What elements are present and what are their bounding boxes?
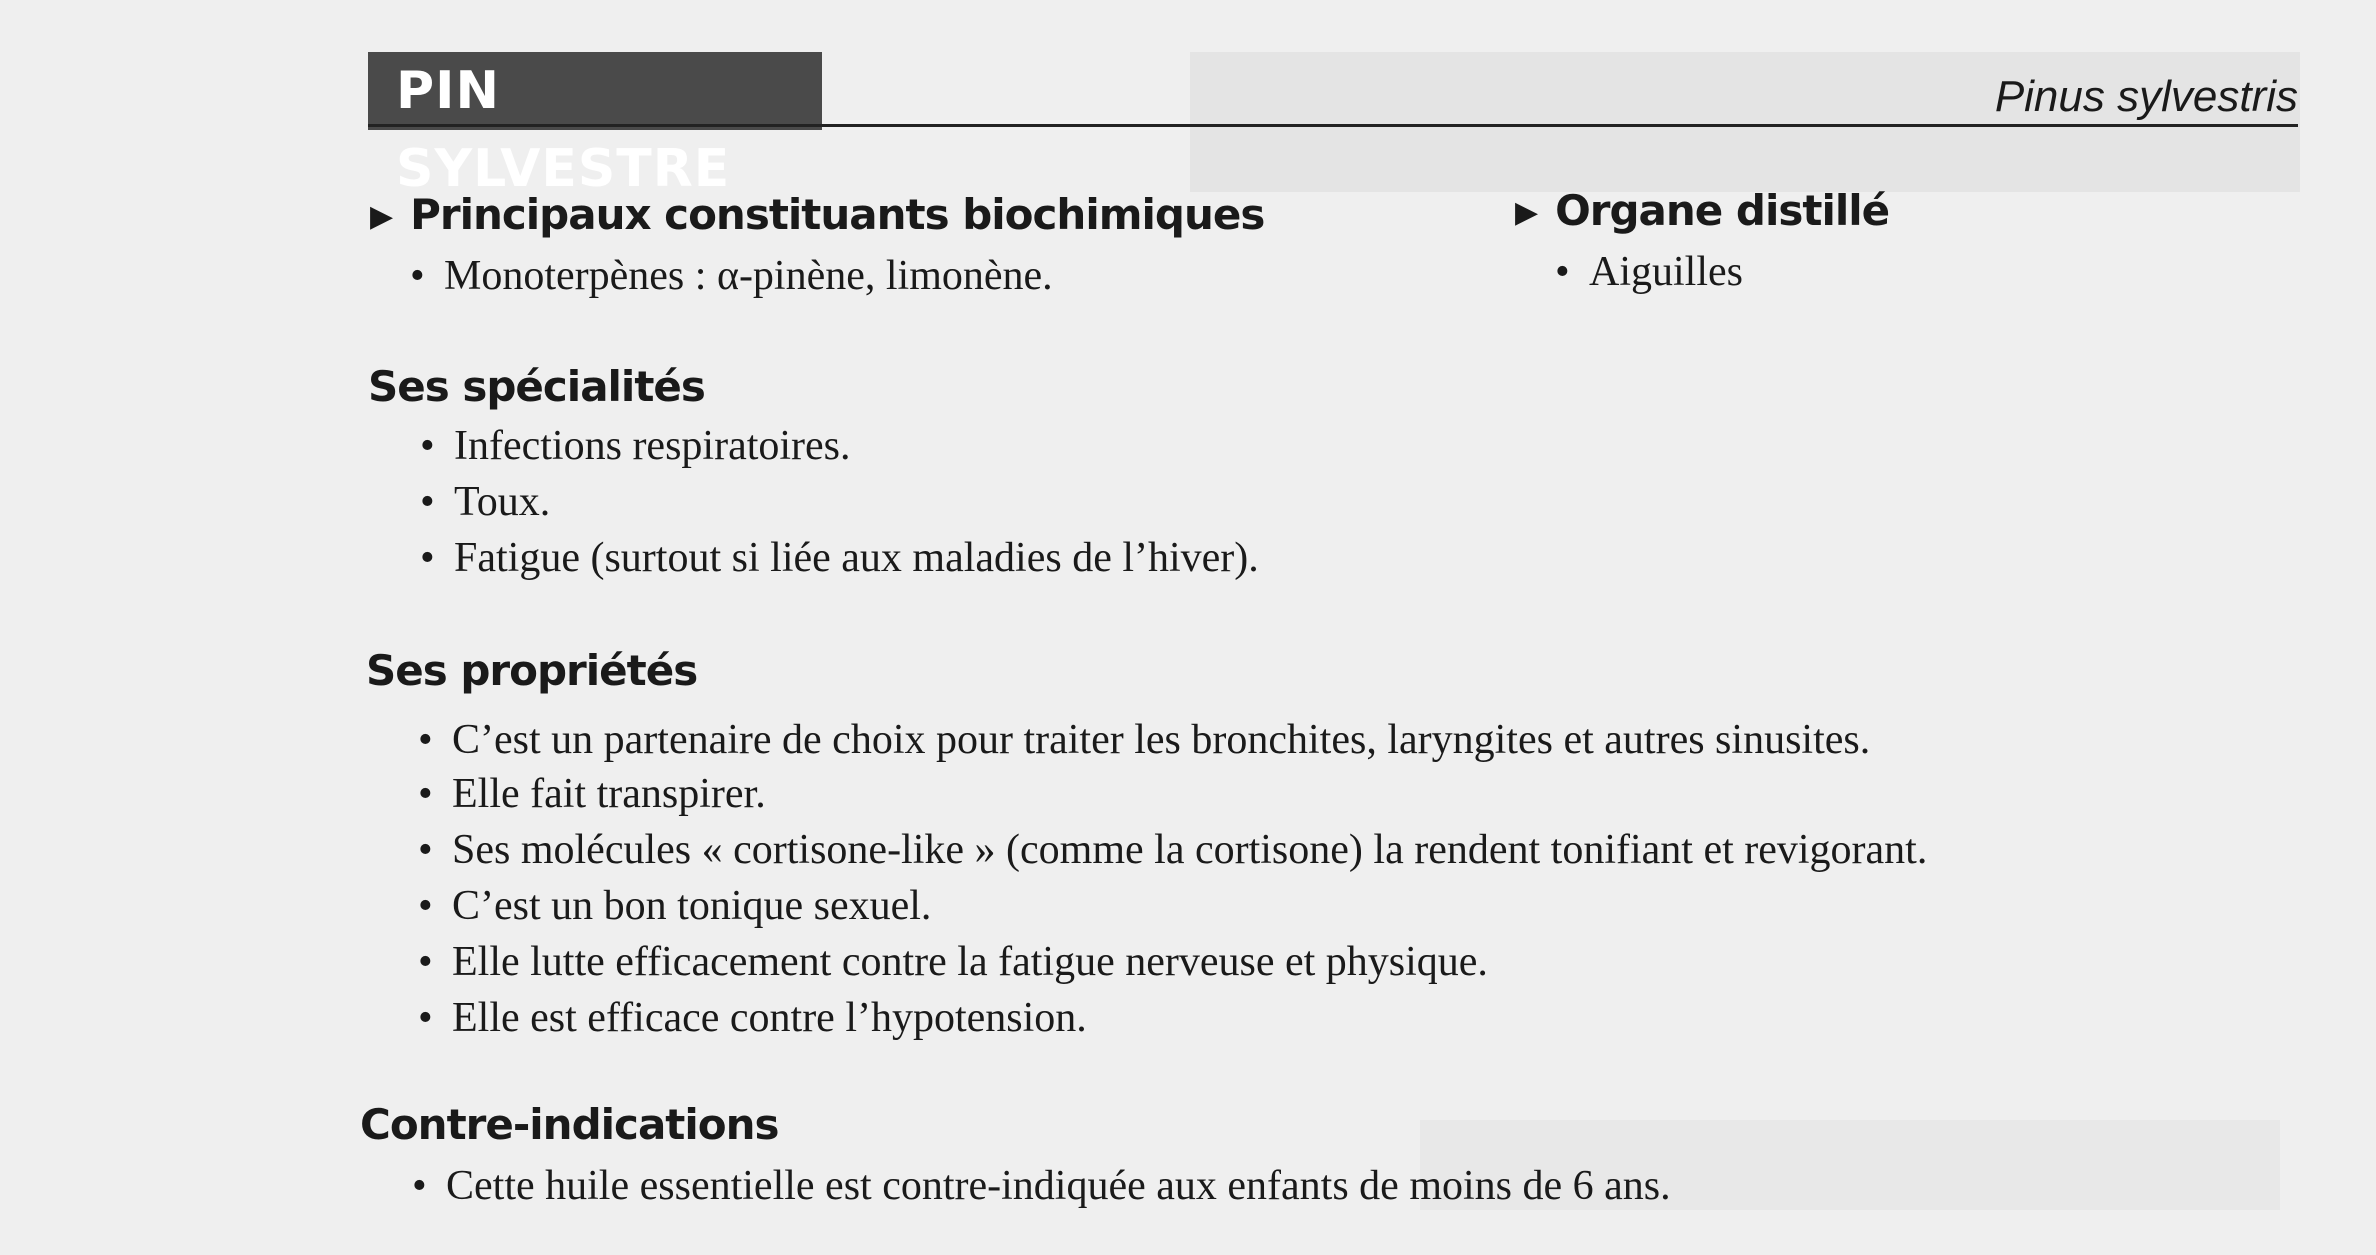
bullet-icon: • [412,1163,427,1209]
bullet-icon: • [418,995,433,1041]
list-item [420,478,550,526]
bullet-icon: • [418,771,433,817]
list-item-text: Monoterpènes : α-pinène, limonène. [444,253,1053,299]
list-item-text: Fatigue (surtout si liée aux maladies de l’hiver). [454,535,1259,581]
specialities-heading: Ses spécialités [368,362,705,411]
bullet-icon: • [420,479,435,525]
title-rule [368,124,2298,127]
list-item [418,882,931,930]
list-item-text: C’est un bon tonique sexuel. [452,883,932,929]
list-item [418,938,1488,986]
triangle-right-icon: ▶ [1515,195,1538,230]
list-item-text: Cette huile essentielle est contre-indiquée aux enfants de moins de 6 ans. [446,1163,1671,1209]
list-item-text: C’est un partenaire de choix pour traiter les bronchites, laryngites et autres sinusites. [452,717,1871,763]
list-item [418,770,766,818]
properties-heading: Ses propriétés [366,646,698,695]
list-item [418,826,1927,874]
list-item [420,534,1259,582]
constituents-heading-text: Principaux constituants biochimiques [410,190,1265,239]
list-item [418,716,1870,764]
list-item-text: Elle lutte efficacement contre la fatigue nerveuse et physique. [452,939,1488,985]
list-item-text: Aiguilles [1589,249,1743,295]
bullet-icon: • [1555,249,1570,295]
page-title: PIN SYLVESTRE [368,52,822,130]
bullet-icon: • [420,423,435,469]
contraindications-heading: Contre-indications [360,1100,779,1149]
bullet-icon: • [418,827,433,873]
constituents-heading [370,190,1264,239]
list-item-text: Elle est efficace contre l’hypotension. [452,995,1087,1041]
bullet-icon: • [410,253,425,299]
list-item [418,994,1087,1042]
list-item [412,1162,1671,1210]
list-item [420,422,851,470]
bullet-icon: • [420,535,435,581]
list-item [410,252,1053,300]
bullet-icon: • [418,939,433,985]
organ-heading-text: Organe distillé [1555,186,1890,235]
bullet-icon: • [418,883,433,929]
list-item-text: Toux. [454,479,551,525]
organ-heading [1515,186,1889,235]
list-item-text: Ses molécules « cortisone-like » (comme la cortisone) la rendent tonifiant et revigorant. [452,827,1928,873]
list-item-text: Infections respiratoires. [454,423,851,469]
latin-name: Pinus sylvestris [1994,72,2298,121]
list-item [1555,248,1743,296]
triangle-right-icon: ▶ [370,199,393,234]
bullet-icon: • [418,717,433,763]
list-item-text: Elle fait transpirer. [452,771,766,817]
